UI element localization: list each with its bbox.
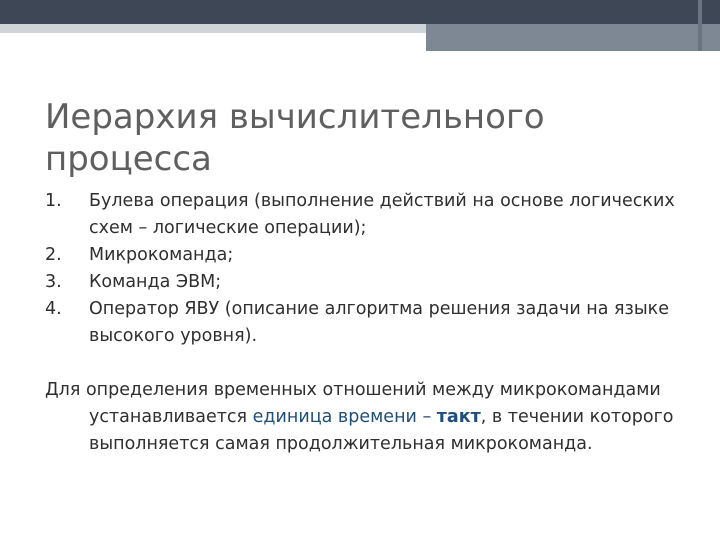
list-item-number: 3. <box>45 272 62 292</box>
list-item-text: Булева операция (выполнение действий на основе логических схем – логические операции); <box>89 191 675 238</box>
highlighted-term: единица времени – <box>252 407 437 427</box>
definition-paragraph <box>45 377 685 458</box>
slide-title: Иерархия вычислительного процесса <box>45 97 545 179</box>
list-item <box>45 269 685 296</box>
paragraph-text: Для определения временных отношений между микрокомандами устанавливается <box>45 380 661 427</box>
header-stripe-light <box>0 24 426 33</box>
list-item <box>45 188 685 242</box>
paragraph-text-end: , в течении которого выполняется самая продолжительная микрокоманда. <box>89 407 674 454</box>
header-bar <box>0 0 720 24</box>
list-item-text: Микрокоманда; <box>89 245 234 265</box>
list-item-number: 4. <box>45 299 62 319</box>
slide-content <box>45 188 685 458</box>
list-item-text: Оператор ЯВУ (описание алгоритма решения задачи на языке высокого уровня). <box>89 299 669 346</box>
list-item <box>45 242 685 269</box>
list-item <box>45 296 685 350</box>
bold-term: такт <box>436 407 481 427</box>
list-item-number: 1. <box>45 191 62 211</box>
list-item-number: 2. <box>45 245 62 265</box>
hierarchy-list <box>45 188 685 350</box>
header-stripe-dark <box>426 24 720 51</box>
header-stripe-edge <box>698 0 702 51</box>
list-item-text: Команда ЭВМ; <box>89 272 222 292</box>
